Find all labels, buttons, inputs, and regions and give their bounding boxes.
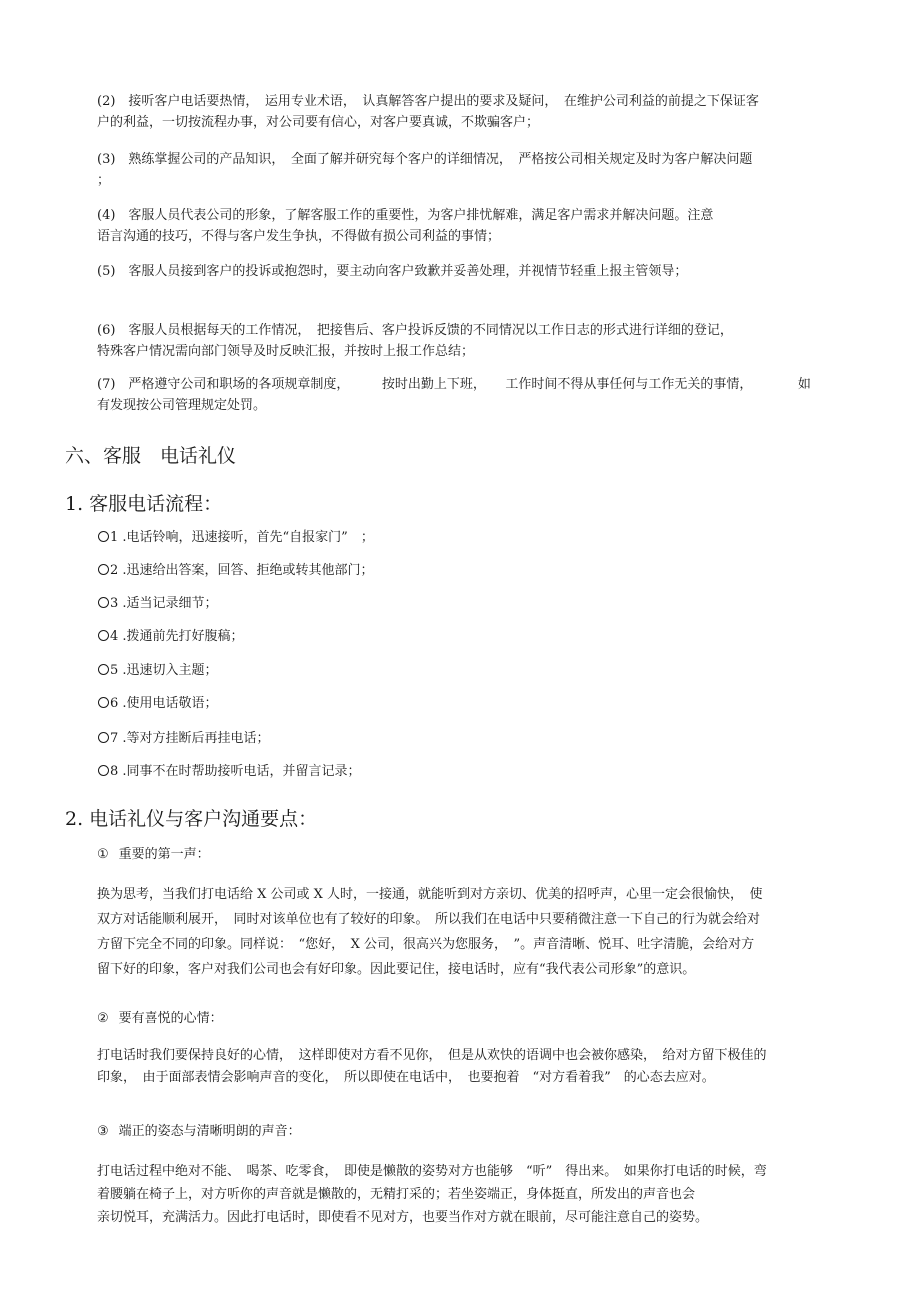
rule-paragraph-4 (97, 205, 857, 247)
list-item: 7 .等对方挂断后再挂电话； (98, 729, 270, 749)
text-line: ； (97, 173, 111, 188)
text-line: 留下好的印象，客户对我们公司也会有好印象。因此要记住，接电话时，应有“我代表公司形象”的意识。 (97, 962, 696, 977)
text-line: 方留下完全不同的印象。同样说： “您好， X 公司，很高兴为您服务， ”。声音清晰、悦耳、吐字清脆，会给对方 (97, 937, 755, 952)
point-paragraph (97, 1045, 857, 1089)
circle-bullet-icon (98, 630, 109, 641)
circle-bullet-icon (98, 732, 109, 743)
circle-bullet-icon (98, 564, 109, 575)
text-line: 着腰躺在椅子上，对方听你的声音就是懒散的，无精打采的；若坐姿端正，身体挺直，所发出的声音也会 (97, 1187, 696, 1202)
circle-bullet-icon (98, 531, 109, 542)
rule-paragraph-2 (97, 91, 857, 133)
list-item: 8 .同事不在时帮助接听电话，并留言记录； (98, 762, 361, 782)
text-line: (7) 严格遵守公司和职场的各项规章制度， 按时出勤上下班， 工作时间不得从事任何与工作无关的事情， 如 (97, 377, 811, 392)
text-line: (4) 客服人员代表公司的形象，了解客服工作的重要性，为客户排忧解难，满足客户需求并解决问题。注意 (97, 208, 714, 223)
text-line: 亲切悦耳，充满活力。因此打电话时，即使看不见对方，也要当作对方就在眼前，尽可能注意自己的姿势。 (97, 1210, 709, 1225)
subsection-heading-call-flow: 1. 客服电话流程： (65, 493, 223, 515)
text-line: 户的利益，一切按流程办事，对公司要有信心，对客户要真诚，不欺骗客户； (97, 115, 540, 130)
text-line: (2) 接听客户电话要热情， 运用专业术语， 认真解答客户提出的要求及疑问， 在维护公司利益的前提之下保证客 (97, 94, 759, 109)
point-paragraph (97, 1160, 857, 1229)
list-item: 6 .使用电话敬语； (98, 694, 218, 714)
circle-bullet-icon (98, 765, 109, 776)
section-heading: 六、客服 电话礼仪 (65, 445, 237, 467)
point-title: ③ 端正的姿态与清晰明朗的声音： (97, 1124, 301, 1139)
text-line: (6) 客服人员根据每天的工作情况， 把接售后、客户投诉反馈的不同情况以工作日志的形式进行详细的登记， (97, 323, 733, 338)
text-line: 打电话时我们要保持良好的心情， 这样即使对方看不见你， 但是从欢快的语调中也会被你感染， 给对方留下极佳的 (97, 1048, 767, 1063)
text-line: 语言沟通的技巧，不得与客户发生争执，不得做有损公司利益的事情； (97, 229, 501, 244)
rule-paragraph-3 (97, 149, 857, 191)
point-title: ① 重要的第一声： (97, 847, 210, 862)
subsection-heading-etiquette: 2. 电话礼仪与客户沟通要点： (65, 808, 318, 830)
text-line: (3) 熟练掌握公司的产品知识， 全面了解并研究每个客户的详细情况， 严格按公司相关规定及时为客户解决问题 (97, 152, 753, 167)
rule-paragraph-7 (97, 374, 857, 416)
list-item: 5 .迅速切入主题； (98, 661, 218, 681)
list-item: 2 .迅速给出答案，回答、拒绝或转其他部门； (98, 561, 374, 581)
rule-paragraph-5 (97, 261, 857, 282)
text-line: 有发现按公司管理规定处罚。 (97, 398, 267, 413)
point-title: ② 要有喜悦的心情： (97, 1011, 223, 1026)
list-item: 3 .适当记录细节； (98, 594, 218, 614)
circle-bullet-icon (98, 597, 109, 608)
text-line: 打电话过程中绝对不能、 喝茶、吃零食， 即使是懒散的姿势对方也能够 “听” 得出来。 如果你打电话的时候，弯 (97, 1164, 767, 1179)
text-line: 特殊客户情况需向部门领导及时反映汇报，并按时上报工作总结； (97, 344, 475, 359)
circle-bullet-icon (98, 697, 109, 708)
circle-bullet-icon (98, 664, 109, 675)
text-line: 换为思考，当我们打电话给 X 公司或 X 人时，一接通，就能听到对方亲切、优美的招呼声，心里一定会很愉快， 使 (97, 887, 763, 902)
text-line: 双方对话能顺利展开， 同时对该单位也有了较好的印象。 所以我们在电话中只要稍微注意一下自己的行为就会给对 (97, 912, 761, 927)
text-line: (5) 客服人员接到客户的投诉或抱怨时，要主动向客户致歉并妥善处理，并视情节轻重上报主管领导； (97, 264, 688, 279)
text-line: 印象， 由于面部表情会影响声音的变化， 所以即使在电话中， 也要抱着 “对方看着我” 的心态去应对。 (97, 1070, 715, 1085)
rule-paragraph-6 (97, 320, 857, 362)
list-item: 1 .电话铃响，迅速接听，首先“自报家门” ； (98, 528, 374, 548)
list-item: 4 .拨通前先打好腹稿； (98, 627, 244, 647)
point-paragraph (97, 882, 857, 982)
